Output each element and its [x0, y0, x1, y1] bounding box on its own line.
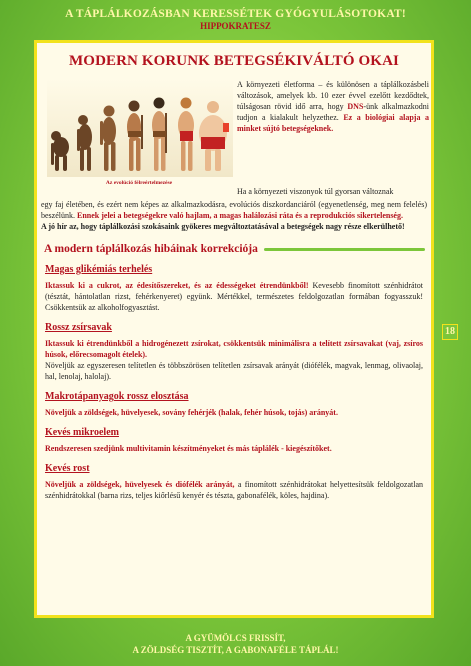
subsection-bold: Növeljük a zöldségek, hüvelyesek és diófélék arányát, [45, 480, 235, 489]
subsection-body [45, 338, 423, 382]
intro-block [45, 79, 429, 199]
footer-line-2: A ZÖLDSÉG TISZTÍT, A GABONAFÉLE TÁPLÁL! [132, 645, 339, 655]
page-footer [0, 632, 471, 656]
subsection-text: Növeljük az egyszeresen telítetlen és többszörösen telítetlen zsírsavak arányát (diófélék, magvak, lenmag, olivaolaj, hal, lenolaj, halolaj). [45, 361, 423, 381]
section-title [44, 243, 423, 255]
paragraph-2 [41, 199, 427, 221]
subsection-title: Kevés rost [45, 463, 90, 474]
evolution-illustration [47, 79, 233, 177]
subsection-title: Magas glikémiás terhelés [45, 264, 153, 275]
subsection-body [45, 280, 423, 313]
header-author: HIPPOKRATESZ [200, 21, 271, 31]
intro-text-1: A környezeti életforma – és különösen a táplálkozásbeli változások, amelyek kb. 10 ezer évvel ezelőtt kezdődtek, túlságosan rövid idő arra, hogy [237, 80, 429, 111]
subsection-text: a finomított szénhidrátokat helyettesítsük feldolgozatlan szénhidrátokkal (barna rizs, teljes kiőrlésű kenyér és tészta, gabonafélék, köles, hajdina). [45, 480, 423, 500]
subsection [45, 322, 423, 382]
subsection [45, 264, 423, 313]
subsection-body [45, 443, 423, 454]
paragraph-2-text: egy faj életében, és ezért nem képes az alkalmazkodásra, evolúciós diszkordanciáról (egyenetlenség, meg nem felelés) beszélünk. [41, 200, 427, 220]
subsection-title: Makrotápanyagok rossz elosztása [45, 391, 189, 402]
header-title: A TÁPLÁLKOZÁSBAN KERESSÉTEK GYÓGYULÁSOTOKAT! [65, 8, 406, 20]
intro-dns: DNS [347, 102, 364, 111]
page-number: 18 [442, 324, 458, 340]
subsection-list [45, 264, 423, 501]
subsection-body [45, 407, 423, 418]
paragraph-3: A jó hír az, hogy táplálkozási szokásaink gyökeres megváltoztatásával a betegségek nagy része elkerülhető! [41, 222, 405, 231]
subsection [45, 463, 423, 501]
subsection-text: Kevesebb finomított szénhidrátot (tésztát, hántolatlan rizst, fehérkenyeret) együnk. Mértékkel, természetes feldolgozatlan formában fogyasszuk! Csökkentsük az alkoholfogyasztást. [45, 281, 423, 312]
image-caption: Az evolúció félreértelmezése [105, 180, 173, 186]
intro-text-2: -ünk alkalmazkodni tudjon a kialakult helyzethez. [237, 102, 429, 122]
subsection-bold: Iktassuk ki étrendünkből a hidrogénezett zsírokat, csökkentsük minimálisra a telített zsírsavakat (vaj, zsíros húsok, előrecsomagolt ételek). [45, 339, 423, 359]
section-divider [264, 248, 425, 251]
intro-paragraph [237, 79, 429, 134]
subsection [45, 427, 423, 454]
intro-highlight: Ez a biológiai alapja a minket sújtó betegségeknek. [237, 113, 429, 133]
page-header [0, 0, 471, 31]
section-title-text: A modern táplálkozás hibáinak korrekciója [44, 243, 258, 255]
subsection-title: Rossz zsírsavak [45, 322, 112, 333]
subsection-bold: Növeljük a zöldségek, hüvelyesek, sovány fehérjék (halak, fehér húsok, tojás) arányát. [45, 408, 338, 417]
subsection [45, 391, 423, 418]
subsection-body [45, 479, 423, 501]
subsection-bold: Rendszeresen szedjünk multivitamin készítményeket és más táplálék - kiegészítőket. [45, 444, 332, 453]
subsection-title: Kevés mikroelem [45, 427, 119, 438]
content-panel [34, 40, 434, 618]
article-title: MODERN KORUNK BETEGSÉKIVÁLTÓ OKAI [69, 53, 399, 69]
paragraph-2-highlight: Ennek jelei a betegségekre való hajlam, a magas halálozási ráta és a reprodukciós sikertelenség. [77, 211, 403, 220]
paragraph-2-start: Ha a környezeti viszonyok túl gyorsan változnak [237, 187, 394, 196]
footer-line-1: A GYÜMÖLCS FRISSÍT, [185, 633, 286, 643]
subsection-bold: Iktassuk ki a cukrot, az édesítőszereket, és az édességeket étrendünkből! [45, 281, 309, 290]
